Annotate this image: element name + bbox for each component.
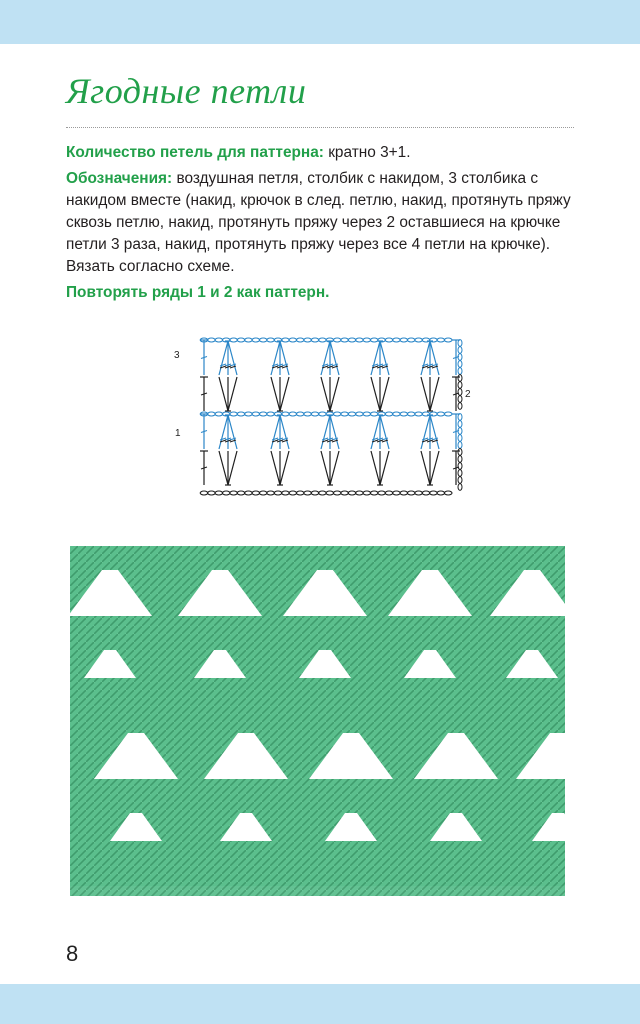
pattern-description <box>66 142 586 308</box>
row-label-2: 2 <box>465 389 471 400</box>
legend-paragraph <box>66 168 586 278</box>
legend-label: Обозначения: <box>66 170 173 187</box>
stitch-count-value: кратно 3+1. <box>328 144 411 161</box>
crochet-chart <box>172 325 472 505</box>
stitch-count-paragraph <box>66 142 586 164</box>
stitch-count-label: Количество петель для паттерна: <box>66 144 324 161</box>
legend-text: воздушная петля, столбик с накидом, 3 столбика с накидом вместе (накид, крючок в след. петлю, накид, протянуть пряжу сквозь петлю, накид, протянуть пряжу через 2 оставшиеся на крючке петли 3 раза, накид, протянуть пряжу через все 4 петли на крючке). Вязать согласно схеме. <box>66 170 571 275</box>
sample-photo-illustration <box>70 546 575 926</box>
dotted-divider <box>66 127 574 128</box>
row-label-1: 1 <box>175 428 181 439</box>
page-title: Ягодные петли <box>66 71 307 111</box>
repeat-instruction: Повторять ряды 1 и 2 как паттерн. <box>66 284 330 301</box>
top-color-band <box>0 0 640 44</box>
chart-stitches <box>200 338 462 495</box>
bottom-color-band <box>0 984 640 1024</box>
page-number: 8 <box>66 941 79 966</box>
row-label-3: 3 <box>174 350 180 361</box>
crochet-sample-photo <box>70 546 575 926</box>
